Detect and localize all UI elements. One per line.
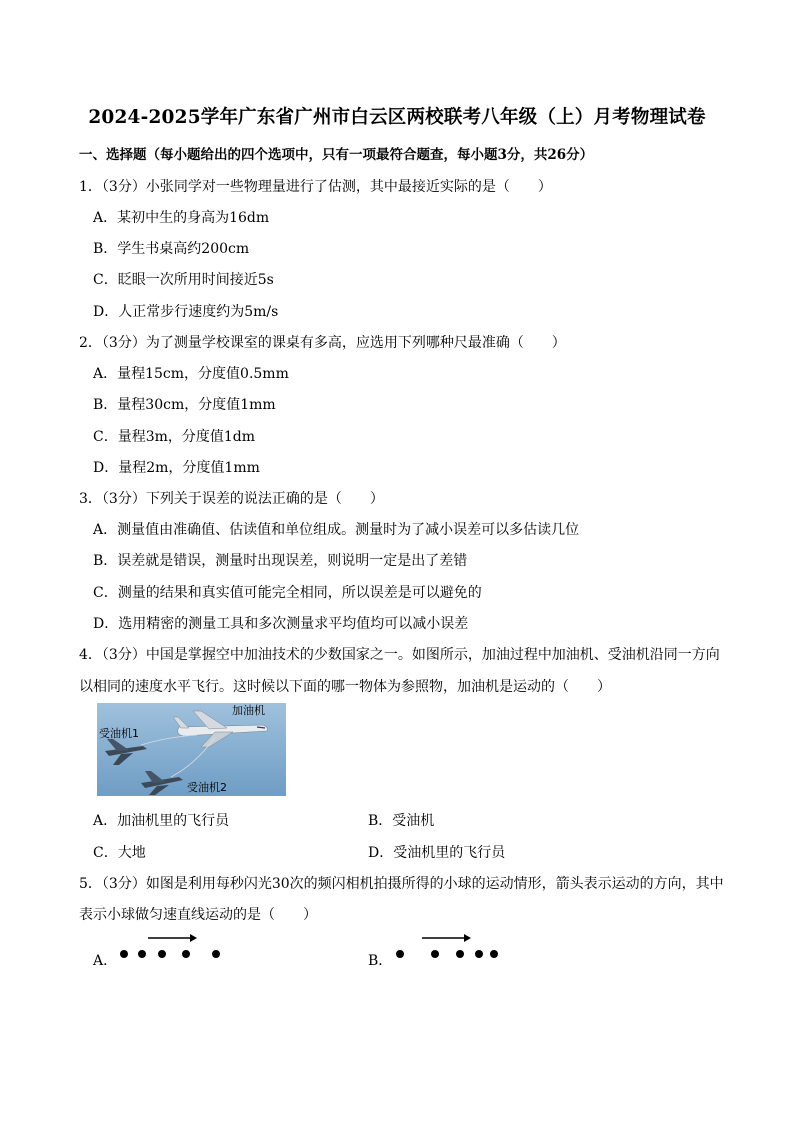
option-b-dots-figure <box>390 930 510 966</box>
exam-title: 2024-2025学年广东省广州市白云区两校联考八年级（上）月考物理试卷 <box>88 107 706 128</box>
arrow-head <box>190 934 197 942</box>
question-2-option-c: C．量程3m，分度值1dm <box>93 429 256 445</box>
refueling-illustration <box>97 703 286 796</box>
receiver1-label: 受油机1 <box>99 727 139 740</box>
ball <box>138 950 146 958</box>
question-5-stem-line2: 表示小球做匀速直线运动的是（ ） <box>79 907 317 923</box>
section-heading: 一、选择题（每小题给出的四个选项中，只有一项最符合题查，每小题3分，共26分） <box>79 147 594 163</box>
question-4-option-d: D．受油机里的飞行员 <box>368 845 506 861</box>
ball <box>431 950 439 958</box>
ball <box>456 950 464 958</box>
question-4-stem-line2: 以相同的速度水平飞行。这时候以下面的哪一物体为参照物，加油机是运动的（ ） <box>79 679 611 695</box>
question-1-option-d: D．人正常步行速度约为5m/s <box>93 304 279 320</box>
ball <box>490 950 498 958</box>
question-4-option-b: B．受油机 <box>368 813 435 829</box>
question-3-option-a: A．测量值由准确值、估读值和单位组成。测量时为了减小误差可以多估读几位 <box>93 522 580 538</box>
question-2-option-b: B．量程30cm，分度值1mm <box>93 397 276 413</box>
question-2-stem: 2．（3分）为了测量学校课室的课桌有多高，应选用下列哪种尺最准确（ ） <box>79 335 566 351</box>
option-a-dots-figure <box>116 930 236 966</box>
question-2-option-a: A．量程15cm，分度值0.5mm <box>93 366 289 382</box>
ball <box>212 950 220 958</box>
tanker-label: 加油机 <box>232 704 265 717</box>
question-3-option-b: B．误差就是错误，测量时出现误差，则说明一定是出了差错 <box>93 553 468 569</box>
question-1-stem: 1．（3分）小张同学对一些物理量进行了估测，其中最接近实际的是（ ） <box>79 179 552 195</box>
question-5-stem-line1: 5．（3分）如图是利用每秒闪光30次的频闪相机拍摄所得的小球的运动情形，箭头表示运动的方向，其中 <box>79 876 724 892</box>
ball <box>396 950 404 958</box>
question-4-stem-line1: 4．（3分）中国是掌握空中加油技术的少数国家之一。如图所示，加油过程中加油机、受油机沿同一方向 <box>79 647 720 663</box>
question-4-option-c: C．大地 <box>93 845 146 861</box>
ball <box>120 950 128 958</box>
refueling-figure <box>97 703 286 796</box>
receiver2-label: 受油机2 <box>187 781 227 794</box>
question-1-option-a: A．某初中生的身高为16dm <box>93 210 270 226</box>
ball <box>158 950 166 958</box>
question-1-option-c: C．眨眼一次所用时间接近5s <box>93 272 274 288</box>
ball <box>182 950 190 958</box>
question-5-option-b: B． <box>368 953 393 969</box>
question-2-option-d: D．量程2m，分度值1mm <box>93 460 260 476</box>
arrow-head <box>464 934 471 942</box>
question-4-option-a: A．加油机里的飞行员 <box>93 813 230 829</box>
question-1-option-b: B．学生书桌高约200cm <box>93 241 250 257</box>
question-3-option-d: D．选用精密的测量工具和多次测量求平均值均可以减小误差 <box>93 616 469 632</box>
question-3-stem: 3．（3分）下列关于误差的说法正确的是（ ） <box>79 491 384 507</box>
question-3-option-c: C．测量的结果和真实值可能完全相同，所以误差是可以避免的 <box>93 585 482 601</box>
ball <box>475 950 483 958</box>
question-5-option-a: A． <box>93 953 118 969</box>
